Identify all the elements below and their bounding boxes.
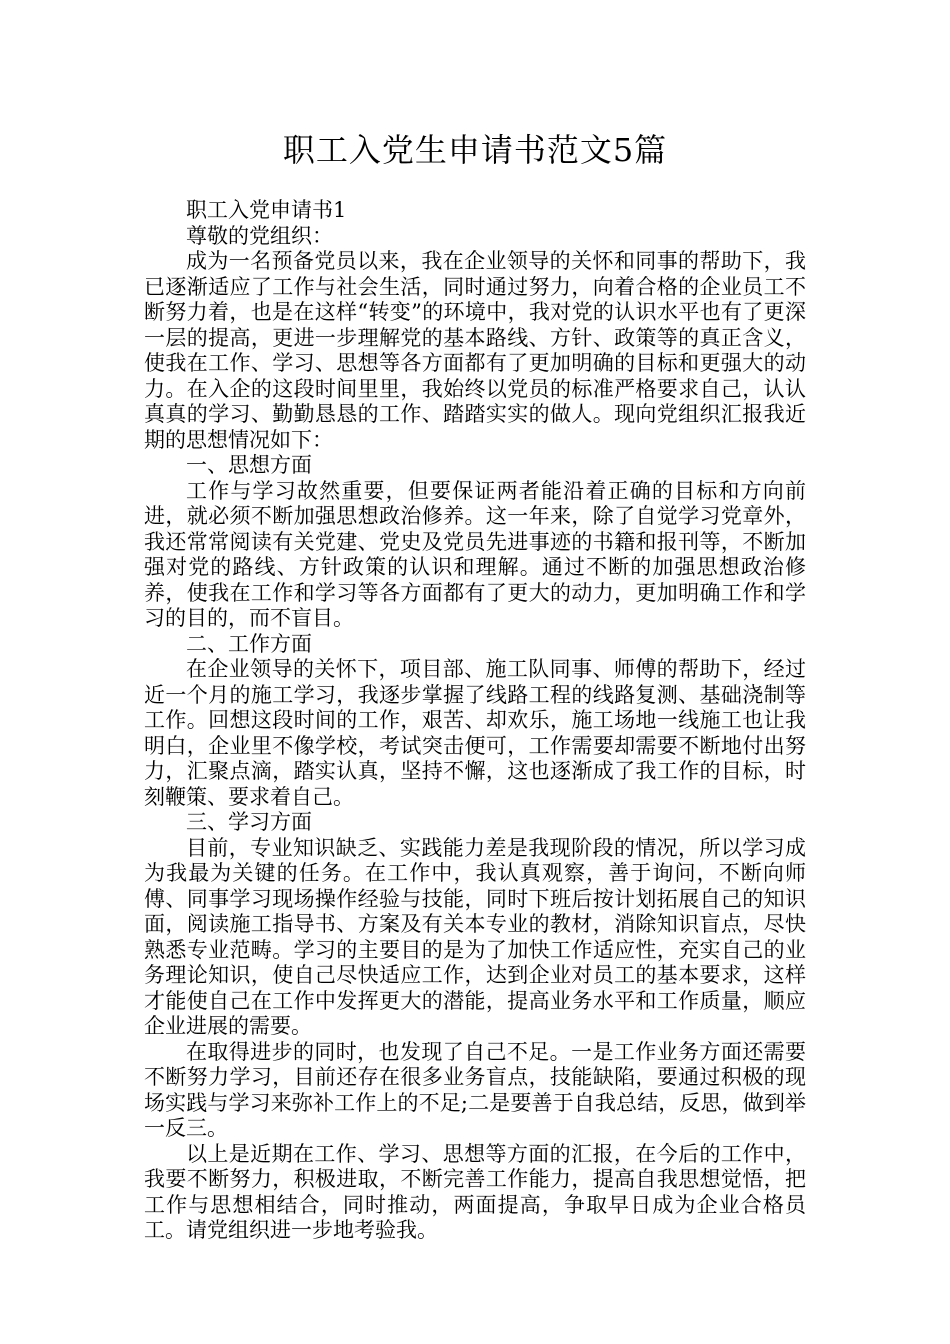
section-heading-thought: 一、思想方面 (186, 453, 312, 477)
thought-paragraph: 工作与学习故然重要，但要保证两者能沿着正确的目标和方向前进，就必须不断加强思想政治修养。这一年来，除了自觉学习党章外，我还常常阅读有关党建、党史及党员先进事迹的书籍和报刊等，不断加强对党的路线、方针政策的认识和理解。通过不断的加强思想政治修养，使我在工作和学习等各方面都有了更大的动力，更加明确工作和学习的目的，而不盲目。 (144, 478, 806, 630)
document-body (144, 198, 806, 1244)
document-title: 职工入党生申请书范文5篇 (282, 131, 668, 169)
shortcomings-paragraph: 在取得进步的同时，也发现了自己不足。一是工作业务方面还需要不断努力学习，目前还存在很多业务盲点，技能缺陷，要通过积极的现场实践与学习来弥补工作上的不足;二是要善于自我总结，反思，做到举一反三。 (144, 1039, 806, 1140)
intro-paragraph: 成为一名预备党员以来，我在企业领导的关怀和同事的帮助下，我已逐渐适应了工作与社会生活，同时通过努力，向着合格的企业员工不断努力着，也是在这样“转变”的环境中，我对党的认识水平也有了更深一层的提高，更进一步理解党的基本路线、方针、政策等的真正含义，使我在工作、学习、思想等各方面都有了更加明确的目标和更强大的动力。在入企的这段时间里里，我始终以党员的标准严格要求自己，认认真真的学习、勤勤恳恳的工作、踏踏实实的做人。现向党组织汇报我近期的思想情况如下： (144, 249, 806, 452)
closing-paragraph: 以上是近期在工作、学习、思想等方面的汇报，在今后的工作中，我要不断努力，积极进取，不断完善工作能力，提高自我思想觉悟，把工作与思想相结合，同时推动，两面提高，争取早日成为企业合格员工。请党组织进一步地考验我。 (144, 1141, 806, 1242)
section-heading-study: 三、学习方面 (186, 810, 312, 834)
section-heading-work: 二、工作方面 (186, 631, 312, 656)
salutation: 尊敬的党组织： (186, 223, 333, 248)
study-paragraph: 目前，专业知识缺乏、实践能力差是我现阶段的情况，所以学习成为我最为关键的任务。在工作中，我认真观察，善于询问，不断向师傅、同事学习现场操作经验与技能，同时下班后按计划拓展自己的知识面，阅读施工指导书、方案及有关本专业的教材，消除知识盲点，尽快熟悉专业范畴。学习的主要目的是为了加快工作适应性，充实自己的业务理论知识，使自己尽快适应工作，达到企业对员工的基本要求，这样才能使自己在工作中发挥更大的潜能，提高业务水平和工作质量，顺应企业进展的需要。 (144, 835, 806, 1038)
letter-heading: 职工入党申请书1 (186, 198, 347, 222)
work-paragraph: 在企业领导的关怀下，项目部、施工队同事、师傅的帮助下，经过近一个月的施工学习，我逐步掌握了线路工程的线路复测、基础浇制等工作。回想这段时间的工作，艰苦、却欢乐，施工场地一线施工也让我明白，企业里不像学校，考试突击便可，工作需要却需要不断地付出努力，汇聚点滴，踏实认真，坚持不懈，这也逐渐成了我工作的目标，时刻鞭策、要求着自己。 (144, 657, 806, 809)
